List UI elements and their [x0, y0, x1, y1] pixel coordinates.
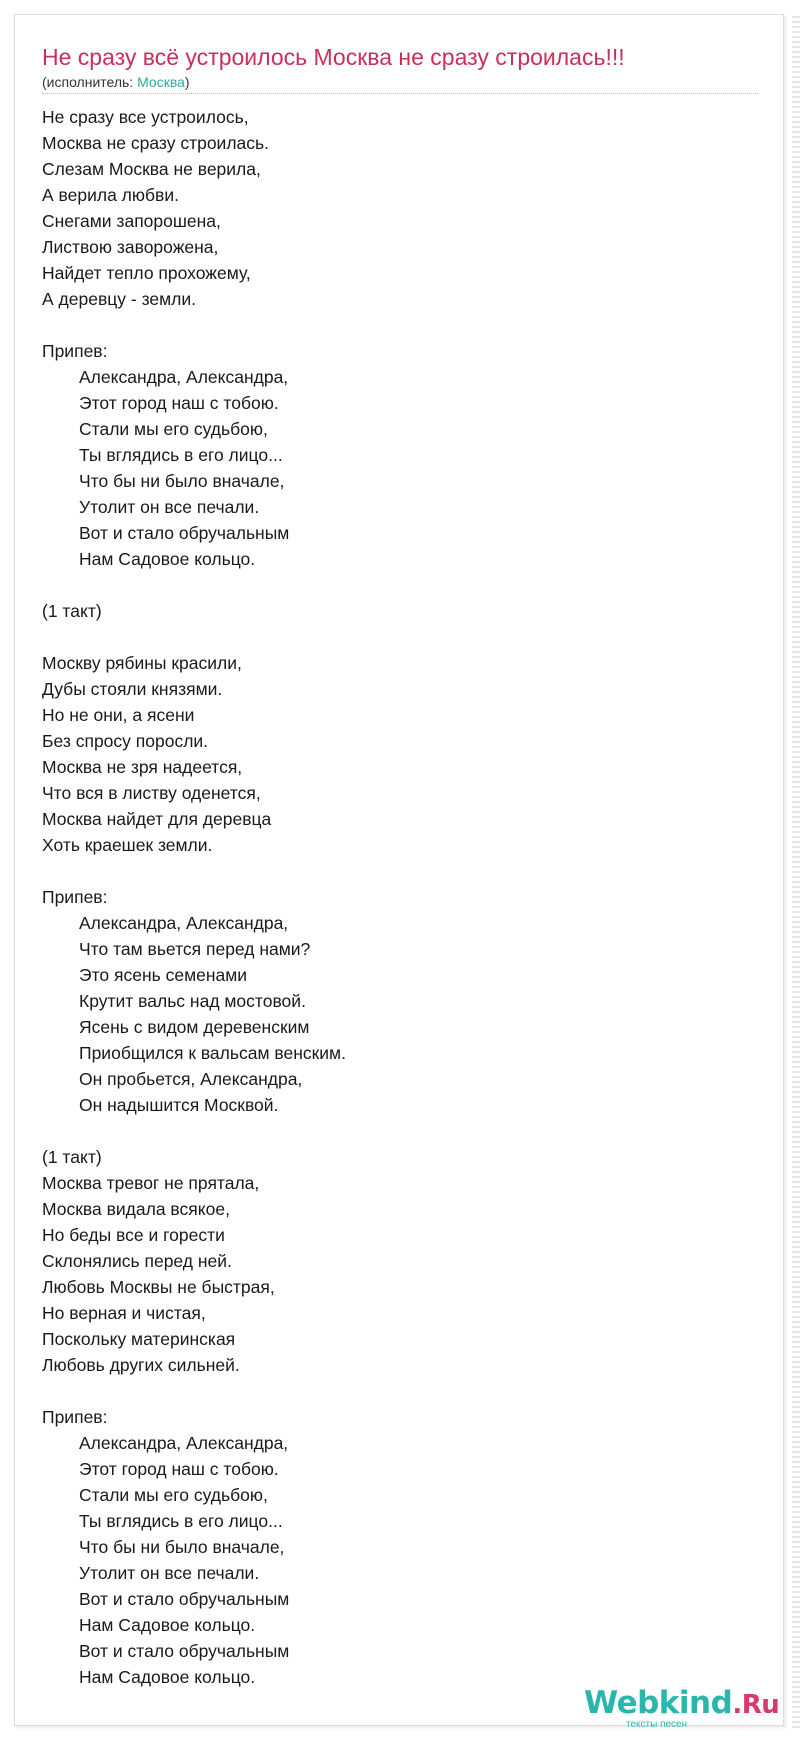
page-edge-decoration [792, 14, 800, 1728]
artist-prefix: (исполнитель: [42, 74, 138, 90]
lyric-line: Этот город наш с тобою. [79, 393, 279, 413]
lyric-line: Вот и стало обручальным [79, 1589, 290, 1609]
lyric-line: Что бы ни было вначале, [79, 471, 285, 491]
lyric-line: Это ясень семенами [79, 965, 248, 985]
lyric-blank-line [42, 1378, 742, 1404]
lyric-line: Но беды все и горести [42, 1225, 225, 1245]
lyric-line: Он пробьется, Александра, [79, 1069, 303, 1089]
song-title: Не сразу всё устроилось Москва не сразу строилась!!! [42, 44, 625, 70]
lyric-blank-line [42, 624, 742, 650]
lyric-line: Но верная и чистая, [42, 1303, 206, 1323]
lyric-line: Что там вьется перед нами? [79, 939, 311, 959]
lyric-blank-line [42, 312, 742, 338]
lyric-line: Поскольку материнская [42, 1329, 236, 1349]
lyric-line: Любовь других сильней. [42, 1355, 240, 1375]
lyric-line: Без спросу поросли. [42, 731, 209, 751]
lyric-line: Александра, Александра, [79, 913, 289, 933]
lyric-line: Приобщился к вальсам венским. [79, 1043, 346, 1063]
lyric-line: Хоть краешек земли. [42, 835, 213, 855]
logo-tld: .Ru [732, 1690, 780, 1720]
artist-line [42, 73, 190, 91]
lyric-line: Он надышится Москвой. [79, 1095, 279, 1115]
lyric-line: Москва не зря надеется, [42, 757, 243, 777]
lyric-line: Стали мы его судьбою, [79, 1485, 268, 1505]
lyric-blank-line [42, 572, 742, 598]
lyric-line: Вот и стало обручальным [79, 523, 290, 543]
lyric-line: Утолит он все печали. [79, 497, 260, 517]
lyric-line: Этот город наш с тобою. [79, 1459, 279, 1479]
lyric-line: Но не они, а ясени [42, 705, 195, 725]
lyric-line: Склонялись перед ней. [42, 1251, 232, 1271]
lyric-line: Припев: [42, 341, 108, 361]
lyric-line: Ясень с видом деревенским [79, 1017, 310, 1037]
lyric-line: Любовь Москвы не быстрая, [42, 1277, 275, 1297]
lyric-line: Слезам Москва не верила, [42, 159, 261, 179]
lyric-line: Вот и стало обручальным [79, 1641, 290, 1661]
lyric-line: Нам Садовое кольцо. [79, 1667, 256, 1687]
lyric-line: Не сразу все устроилось, [42, 107, 249, 127]
lyric-line: Что вся в листву оденется, [42, 783, 261, 803]
logo-tagline: тексты песен [626, 1719, 688, 1730]
lyric-line: (1 такт) [42, 1147, 102, 1167]
artist-link[interactable]: Москва [137, 74, 185, 90]
lyric-line: Что бы ни было вначале, [79, 1537, 285, 1557]
title-divider [42, 93, 758, 94]
lyric-line: Ты вглядись в его лицо... [79, 445, 283, 465]
lyric-line: Снегами запорошена, [42, 211, 221, 231]
lyric-line: Ты вглядись в его лицо... [79, 1511, 283, 1531]
lyric-line: Припев: [42, 1407, 108, 1427]
lyric-line: Крутит вальс над мостовой. [79, 991, 306, 1011]
lyric-line: (1 такт) [42, 601, 102, 621]
lyric-line: Москва видала всякое, [42, 1199, 230, 1219]
lyric-line: Москва не сразу строилась. [42, 133, 270, 153]
lyric-line: Стали мы его судьбою, [79, 419, 268, 439]
lyric-blank-line [42, 858, 742, 884]
lyric-line: Нам Садовое кольцо. [79, 549, 256, 569]
site-logo[interactable] [584, 1685, 780, 1732]
lyric-line: А верила любви. [42, 185, 179, 205]
lyric-line: Утолит он все печали. [79, 1563, 260, 1583]
artist-suffix: ) [184, 74, 190, 90]
lyric-line: Москву рябины красили, [42, 653, 242, 673]
lyric-line: А деревцу - земли. [42, 289, 197, 309]
lyrics-text [42, 104, 742, 1690]
lyric-line: Найдет тепло прохожему, [42, 263, 251, 283]
lyric-line: Дубы стояли князями. [42, 679, 223, 699]
logo-wordmark [584, 1686, 779, 1722]
lyric-line: Александра, Александра, [79, 1433, 289, 1453]
lyric-blank-line [42, 1118, 742, 1144]
logo-name: Webkind [584, 1685, 733, 1721]
lyric-line: Листвою заворожена, [42, 237, 219, 257]
lyric-line: Александра, Александра, [79, 367, 289, 387]
lyric-line: Нам Садовое кольцо. [79, 1615, 256, 1635]
lyric-line: Москва тревог не прятала, [42, 1173, 260, 1193]
lyric-line: Припев: [42, 887, 108, 907]
lyric-line: Москва найдет для деревца [42, 809, 272, 829]
